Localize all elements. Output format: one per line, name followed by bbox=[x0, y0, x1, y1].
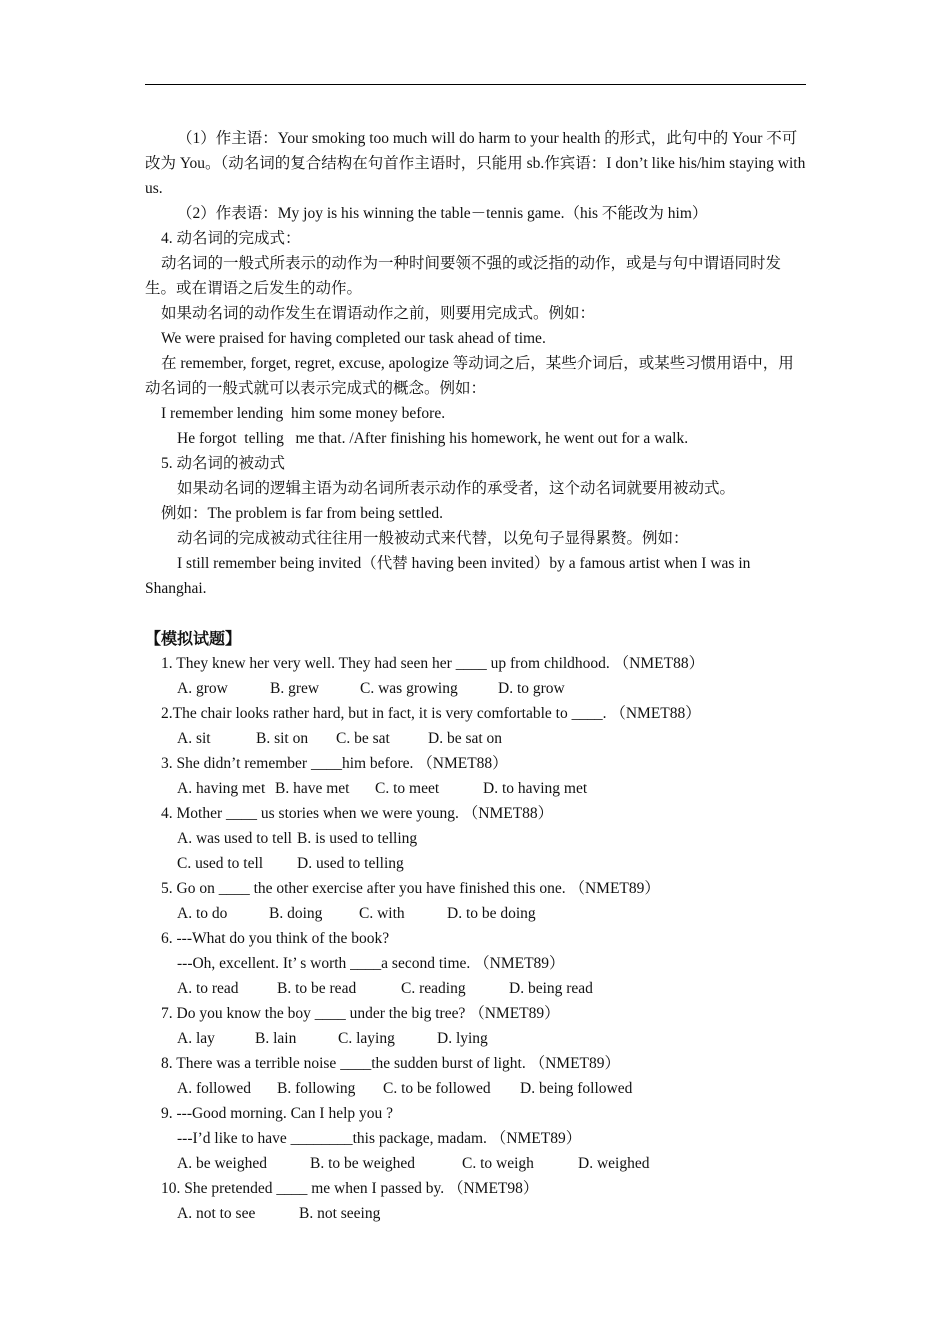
note-paragraph: He forgot telling me that. /After finishing his homework, he went out for a walk. bbox=[177, 430, 689, 447]
question-stem: 10. She pretended ____ me when I passed by. （NMET98） bbox=[161, 1180, 539, 1197]
answer-option[interactable]: C. laying bbox=[338, 1030, 395, 1047]
note-paragraph: 动名词的一般式所表示的动作为一种时间要领不强的或泛指的动作，或是与句中谓语同时发生。或在谓语之后发生的动作。 bbox=[145, 255, 782, 297]
question-item bbox=[145, 801, 807, 876]
question-item bbox=[145, 1001, 807, 1051]
answer-option[interactable]: B. to be read bbox=[277, 980, 357, 997]
answer-option[interactable]: D. be sat on bbox=[428, 730, 503, 747]
option-row bbox=[145, 851, 807, 876]
question-stem: 5. Go on ____ the other exercise after you have finished this one. （NMET89） bbox=[161, 880, 660, 897]
answer-option[interactable]: D. being read bbox=[509, 980, 593, 997]
note-paragraph: 4. 动名词的完成式： bbox=[161, 230, 301, 247]
answer-option[interactable]: B. lain bbox=[255, 1030, 297, 1047]
question-stem: 2.The chair looks rather hard, but in fact, it is very comfortable to ____. （NMET88） bbox=[161, 705, 701, 722]
question-item bbox=[145, 1051, 807, 1101]
note-paragraph: 例如：The problem is far from being settled. bbox=[161, 505, 443, 522]
question-stem: 8. There was a terrible noise ____the sudden burst of light. （NMET89） bbox=[161, 1055, 621, 1072]
option-row bbox=[145, 1076, 807, 1101]
question-item bbox=[145, 1176, 807, 1226]
question-dialogue-line: ---I’d like to have ________this package, madam. （NMET89） bbox=[177, 1130, 582, 1147]
note-paragraph: 如果动名词的逻辑主语为动名词所表示动作的承受者，这个动名词就要用被动式。 bbox=[177, 480, 736, 497]
question-list bbox=[145, 651, 807, 1226]
note-paragraph: （2）作表语：My joy is his winning the table－tennis game.（his 不能改为 him） bbox=[177, 205, 708, 222]
answer-option[interactable]: A. be weighed bbox=[177, 1155, 267, 1172]
option-row bbox=[145, 901, 807, 926]
answer-option[interactable]: B. following bbox=[277, 1080, 356, 1097]
section-gap bbox=[145, 601, 807, 626]
answer-option[interactable]: A. lay bbox=[177, 1030, 215, 1047]
answer-option[interactable]: C. with bbox=[359, 905, 405, 922]
option-row bbox=[145, 976, 807, 1001]
answer-option[interactable]: A. followed bbox=[177, 1080, 252, 1097]
answer-option[interactable]: C. was growing bbox=[360, 680, 458, 697]
answer-option[interactable]: A. to do bbox=[177, 905, 228, 922]
option-row bbox=[145, 1151, 807, 1176]
note-paragraph: I remember lending him some money before. bbox=[161, 405, 446, 422]
option-row bbox=[145, 676, 807, 701]
answer-option[interactable]: D. weighed bbox=[578, 1155, 650, 1172]
answer-option[interactable]: C. to meet bbox=[375, 780, 440, 797]
answer-option[interactable]: B. is used to telling bbox=[297, 830, 418, 847]
answer-option[interactable]: B. to be weighed bbox=[310, 1155, 416, 1172]
question-stem: 6. ---What do you think of the book? bbox=[161, 930, 390, 947]
question-item bbox=[145, 701, 807, 751]
answer-option[interactable]: C. to weigh bbox=[462, 1155, 534, 1172]
question-stem: 9. ---Good morning. Can I help you ? bbox=[161, 1105, 394, 1122]
answer-option[interactable]: D. to grow bbox=[498, 680, 565, 697]
question-stem: 4. Mother ____ us stories when we were young. （NMET88） bbox=[161, 805, 554, 822]
answer-option[interactable]: C. used to tell bbox=[177, 855, 264, 872]
question-item bbox=[145, 1101, 807, 1176]
question-stem: 1. They knew her very well. They had seen her ____ up from childhood. （NMET88） bbox=[161, 655, 705, 672]
option-row bbox=[145, 776, 807, 801]
answer-option[interactable]: B. have met bbox=[275, 780, 350, 797]
header-rule bbox=[145, 84, 806, 85]
answer-option[interactable]: B. doing bbox=[269, 905, 323, 922]
answer-option[interactable]: D. lying bbox=[437, 1030, 488, 1047]
document-body bbox=[145, 126, 810, 1226]
answer-option[interactable]: B. sit on bbox=[256, 730, 309, 747]
question-item bbox=[145, 751, 807, 801]
answer-option[interactable]: C. reading bbox=[401, 980, 466, 997]
question-stem: 7. Do you know the boy ____ under the big tree? （NMET89） bbox=[161, 1005, 560, 1022]
answer-option[interactable]: A. not to see bbox=[177, 1205, 256, 1222]
question-item bbox=[145, 876, 807, 926]
answer-option[interactable]: D. to having met bbox=[483, 780, 588, 797]
answer-option[interactable]: A. sit bbox=[177, 730, 211, 747]
grammar-notes bbox=[145, 126, 810, 601]
option-row bbox=[145, 1201, 807, 1226]
question-item bbox=[145, 926, 807, 1001]
answer-option[interactable]: A. grow bbox=[177, 680, 228, 697]
question-stem: 3. She didn’t remember ____him before. （NMET88） bbox=[161, 755, 508, 772]
answer-option[interactable]: D. to be doing bbox=[447, 905, 536, 922]
answer-option[interactable]: C. be sat bbox=[336, 730, 390, 747]
answer-option[interactable]: A. to read bbox=[177, 980, 239, 997]
note-paragraph: 在 remember, forget, regret, excuse, apologize 等动词之后，某些介词后，或某些习惯用语中，用动名词的一般式就可以表示完成式的概念。例如： bbox=[145, 355, 794, 397]
note-paragraph: （1）作主语：Your smoking too much will do harm to your health 的形式，此句中的 Your 不可改为 You。（动名词的复合结构在句首作主语时，只能用 sb.作宾语：I don’t like his/him staying with us. bbox=[145, 130, 810, 197]
answer-option[interactable]: B. grew bbox=[270, 680, 320, 697]
note-paragraph: 5. 动名词的被动式 bbox=[161, 455, 286, 472]
note-paragraph: 动名词的完成被动式往往用一般被动式来代替，以免句子显得累赘。例如： bbox=[177, 530, 689, 547]
answer-option[interactable]: A. was used to tell bbox=[177, 830, 292, 847]
question-dialogue-line: ---Oh, excellent. It’ s worth ____a second time. （NMET89） bbox=[177, 955, 565, 972]
answer-option[interactable]: D. used to telling bbox=[297, 855, 404, 872]
answer-option[interactable]: A. having met bbox=[177, 780, 266, 797]
answer-option[interactable]: B. not seeing bbox=[299, 1205, 381, 1222]
answer-option[interactable]: C. to be followed bbox=[383, 1080, 491, 1097]
answer-option[interactable]: D. being followed bbox=[520, 1080, 633, 1097]
note-paragraph: I still remember being invited（代替 having been invited）by a famous artist when I was in Shanghai. bbox=[145, 555, 755, 597]
note-paragraph: 如果动名词的动作发生在谓语动作之前，则要用完成式。例如： bbox=[161, 305, 596, 322]
question-item bbox=[145, 651, 807, 701]
option-row bbox=[145, 826, 807, 851]
note-paragraph: We were praised for having completed our task ahead of time. bbox=[161, 330, 546, 347]
section-title: 【模拟试题】 bbox=[145, 629, 242, 648]
option-row bbox=[145, 726, 807, 751]
option-row bbox=[145, 1026, 807, 1051]
